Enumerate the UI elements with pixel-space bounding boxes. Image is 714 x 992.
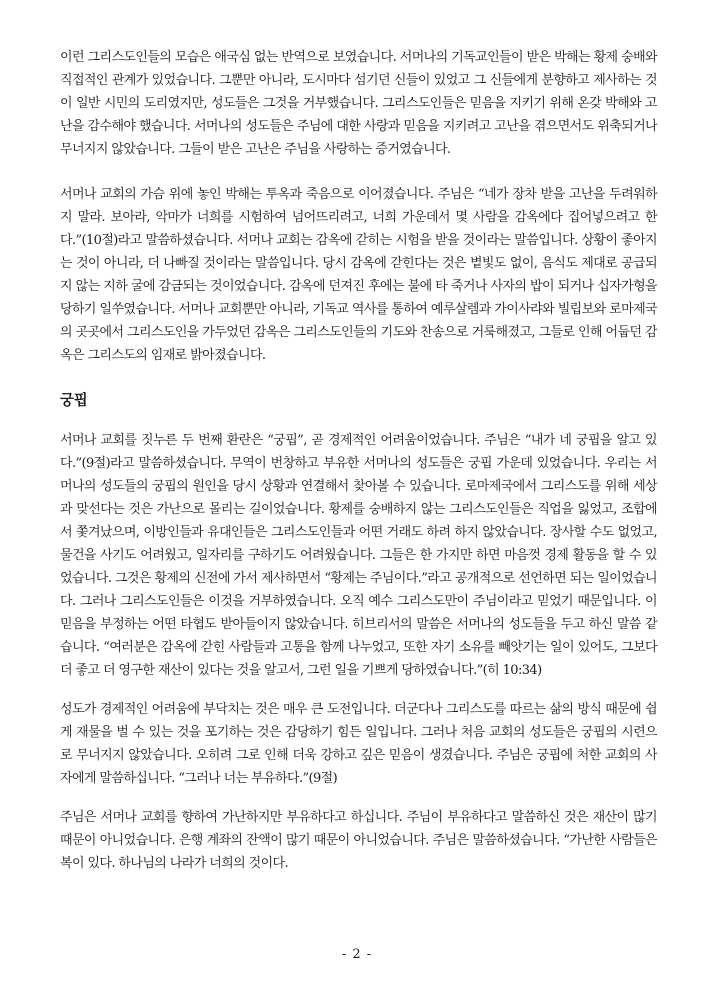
paragraph-persecution-intro: 이런 그리스도인들의 모습은 애국심 없는 반역으로 보였습니다. 서머나의 기독교인들이 받은 박해는 황제 숭배와 직접적인 관계가 있었습니다. 그뿐만 아니라, 도시마다 섬기던 신들이 있었고 그 신들에게 분향하고 제사하는 것이 일반 시민의 도리였지만, 성도들은 그것을 거부했습니다. 그리스도인들은 믿음을 지키기 위해 온갖 박해와 고난을 감수해야 했습니다. 서머나의 성도들은 주님에 대한 사랑과 믿음을 지키려고 고난을 겪으면서도 위축되거나 무너지지 않았습니다. 그들이 받은 고난은 주님을 사랑하는 증거였습니다. xyxy=(60,50,657,157)
paragraph-rich-in-poverty: 주님은 서머나 교회를 향하여 가난하지만 부유하다고 하십니다. 주님이 부유하다고 말씀하신 것은 재산이 많기 때문이 아니었습니다. 은행 계좌의 잔액이 많기 때문이 아니었습니다. 주님은 말씀하셨습니다. “가난한 사람들은 복이 있다. 하나님의 나라가 너희의 것이다. xyxy=(60,810,657,871)
section-heading: 궁핍 xyxy=(60,392,88,409)
document-page xyxy=(60,46,657,875)
paragraph-poverty: 서머나 교회를 짓누른 두 번째 환란은 “궁핍”, 곧 경제적인 어려움이었습니다. 주님은 “내가 네 궁핍을 알고 있다.”(9절)라고 말씀하셨습니다. 무역이 번창하고 부유한 서머나의 성도들은 궁핍 가운데 있었습니다. 우리는 서머나의 성도들의 궁핍의 원인을 당시 상황과 연결해서 찾아볼 수 있습니다. 로마제국에서 그리스도를 위해 세상과 맞선다는 것은 가난으로 몰리는 길이었습니다. 황제를 숭배하지 않는 그리스도인들은 직업을 잃었고, 조합에서 쫓겨났으며, 이방인들과 유대인들은 그리스도인들과 어떤 거래도 하려 하지 않았습니다. 장사할 수도 없었고, 물건을 사기도 어려웠고, 일자리를 구하기도 어려웠습니다. 그들은 한 가지만 하면 마음껏 경제 활동을 할 수 있었습니다. 그것은 황제의 신전에 가서 제사하면서 “황제는 주님이다.”라고 공개적으로 선언하면 되는 일이었습니다. 그러나 그리스도인들은 이것을 거부하였습니다. 오직 예수 그리스도만이 주님이라고 믿었기 때문입니다. 이 믿음을 부정하는 어떤 타협도 받아들이지 않았습니다. 히브리서의 말씀은 서머나의 성도들을 두고 하신 말씀 같습니다. “여러분은 감옥에 갇힌 사람들과 고통을 함께 나누었고, 또한 자기 소유를 빼앗기는 일이 있어도, 그보다 더 좋고 더 영구한 재산이 있다는 것을 알고서, 그런 일을 기쁘게 당하였습니다.”(히 10:34) xyxy=(60,433,657,678)
page-number: - 2 - xyxy=(341,947,373,962)
paragraph-economic-challenge: 성도가 경제적인 어려움에 부닥치는 것은 매우 큰 도전입니다. 더군다나 그리스도를 따르는 삶의 방식 때문에 쉽게 재물을 벌 수 있는 것을 포기하는 것은 감당하기 힘든 일입니다. 그러나 처음 교회의 성도들은 궁핍의 시련으로 무너지지 않았습니다. 오히려 그로 인해 더욱 강하고 깊은 믿음이 생겼습니다. 주님은 궁핍에 처한 교회의 사자에게 말씀하십니다. “그러나 너는 부유하다.”(9절) xyxy=(60,702,657,786)
paragraph-prison: 서머나 교회의 가슴 위에 놓인 박해는 투옥과 죽음으로 이어졌습니다. 주님은 “네가 장차 받을 고난을 두려워하지 말라. 보아라, 악마가 너희를 시험하여 넘어뜨리려고, 너희 가운데서 몇 사람을 감옥에다 집어넣으려고 한다.”(10절)라고 말씀하셨습니다. 서머나 교회는 감옥에 갇히는 시험을 받을 것이라는 말씀입니다. 상황이 좋아지는 것이 아니라, 더 나빠질 것이라는 말씀입니다. 당시 감옥에 갇힌다는 것은 볕빛도 없이, 음식도 제대로 공급되지 않는 지하 굴에 감금되는 것이었습니다. 감옥에 던져진 후에는 불에 타 죽거나 사자의 밥이 되거나 십자가형을 당하기 일쑤였습니다. 서머나 교회뿐만 아니라, 기독교 역사를 통하여 예루살렘과 가이사랴와 빌립보와 로마제국의 곳곳에서 그리스도인을 가두었던 감옥은 그리스도인들의 기도와 찬송으로 거룩해졌고, 그들로 인해 어둡던 감옥은 그리스도의 임재로 밝아졌습니다. xyxy=(60,187,657,363)
